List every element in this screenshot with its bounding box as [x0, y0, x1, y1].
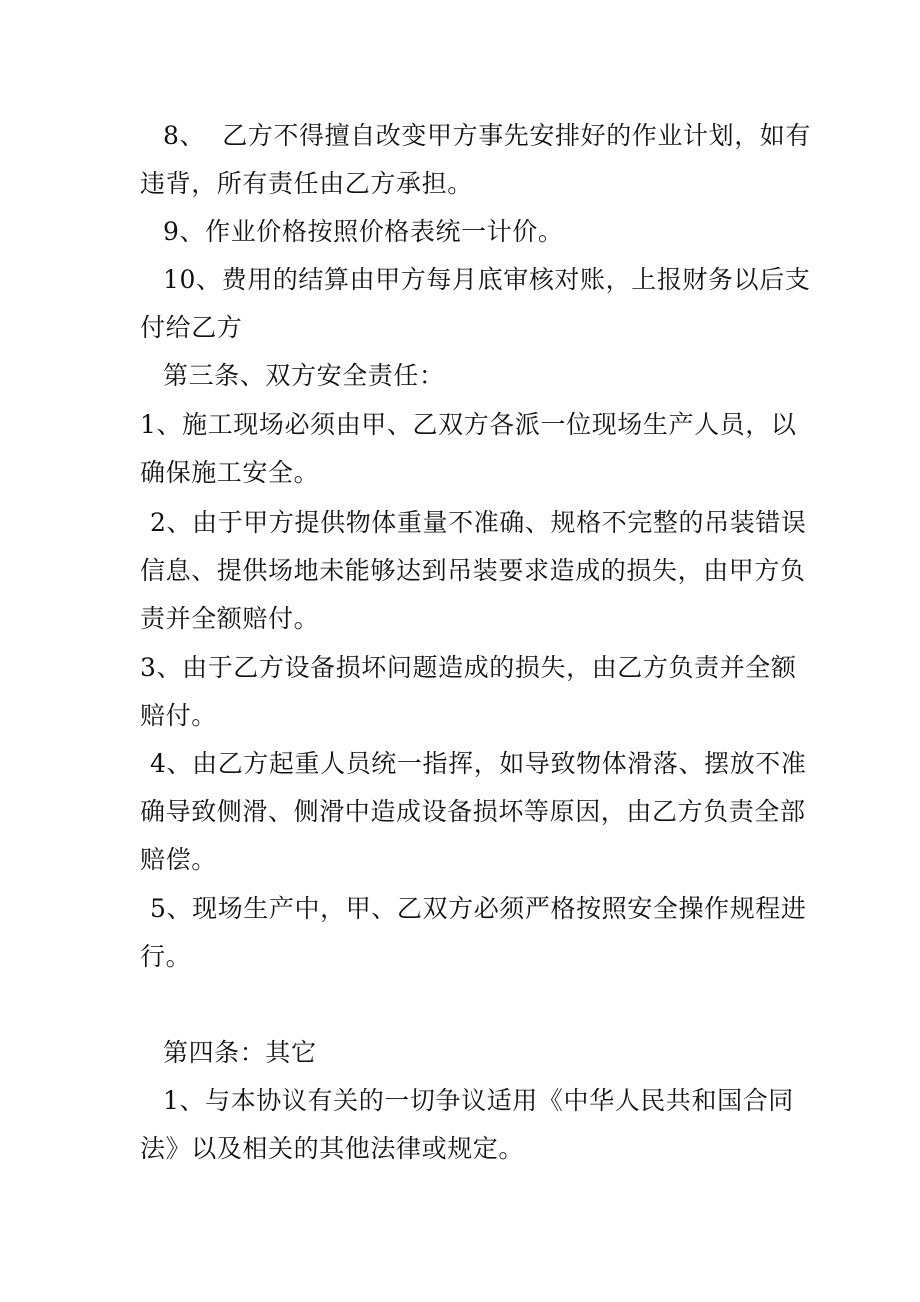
article-3-item-4-line-3: 赔偿。: [140, 845, 217, 874]
article-3-heading: 第三条、双方安全责任：: [163, 361, 445, 390]
article-3-item-2-line-1: 2、由于甲方提供物体重量不准确、规格不完整的吊装错误: [150, 508, 807, 537]
article-3-item-3-line-2: 赔付。: [140, 701, 217, 730]
article-3-item-5-line-1: 5、现场生产中，甲、乙双方必须严格按照安全操作规程进: [150, 894, 807, 923]
clause-10-line-2: 付给乙方: [140, 313, 243, 342]
clause-8-line-2: 违背，所有责任由乙方承担。: [140, 169, 473, 198]
article-3-item-4-line-1: 4、由乙方起重人员统一指挥，如导致物体滑落、摆放不准: [150, 749, 807, 778]
article-3-item-5-line-2: 行。: [140, 942, 192, 971]
clause-8-line-1: 8、 乙方不得擅自改变甲方事先安排好的作业计划，如有: [163, 121, 812, 150]
article-4-heading: 第四条：其它: [163, 1038, 317, 1067]
article-3-item-1-line-1: 1、施工现场必须由甲、乙双方各派一位现场生产人员，以: [140, 410, 797, 439]
article-3-item-2-line-3: 责并全额赔付。: [140, 604, 320, 633]
clause-10-line-1: 10、费用的结算由甲方每月底审核对账，上报财务以后支: [163, 265, 811, 294]
article-4-item-1-line-1: 1、与本协议有关的一切争议适用《中华人民共和国合同: [163, 1086, 794, 1115]
article-3-item-3-line-1: 3、由于乙方设备损坏问题造成的损失，由乙方负责并全额: [140, 653, 797, 682]
article-3-item-4-line-2: 确导致侧滑、侧滑中造成设备损坏等原因，由乙方负责全部: [140, 797, 806, 826]
clause-9-line-1: 9、作业价格按照价格表统一计价。: [163, 217, 564, 246]
article-3-item-1-line-2: 确保施工安全。: [140, 458, 320, 487]
article-3-item-2-line-2: 信息、提供场地未能够达到吊装要求造成的损失，由甲方负: [140, 556, 806, 585]
article-4-item-1-line-2: 法》以及相关的其他法律或规定。: [140, 1134, 525, 1163]
